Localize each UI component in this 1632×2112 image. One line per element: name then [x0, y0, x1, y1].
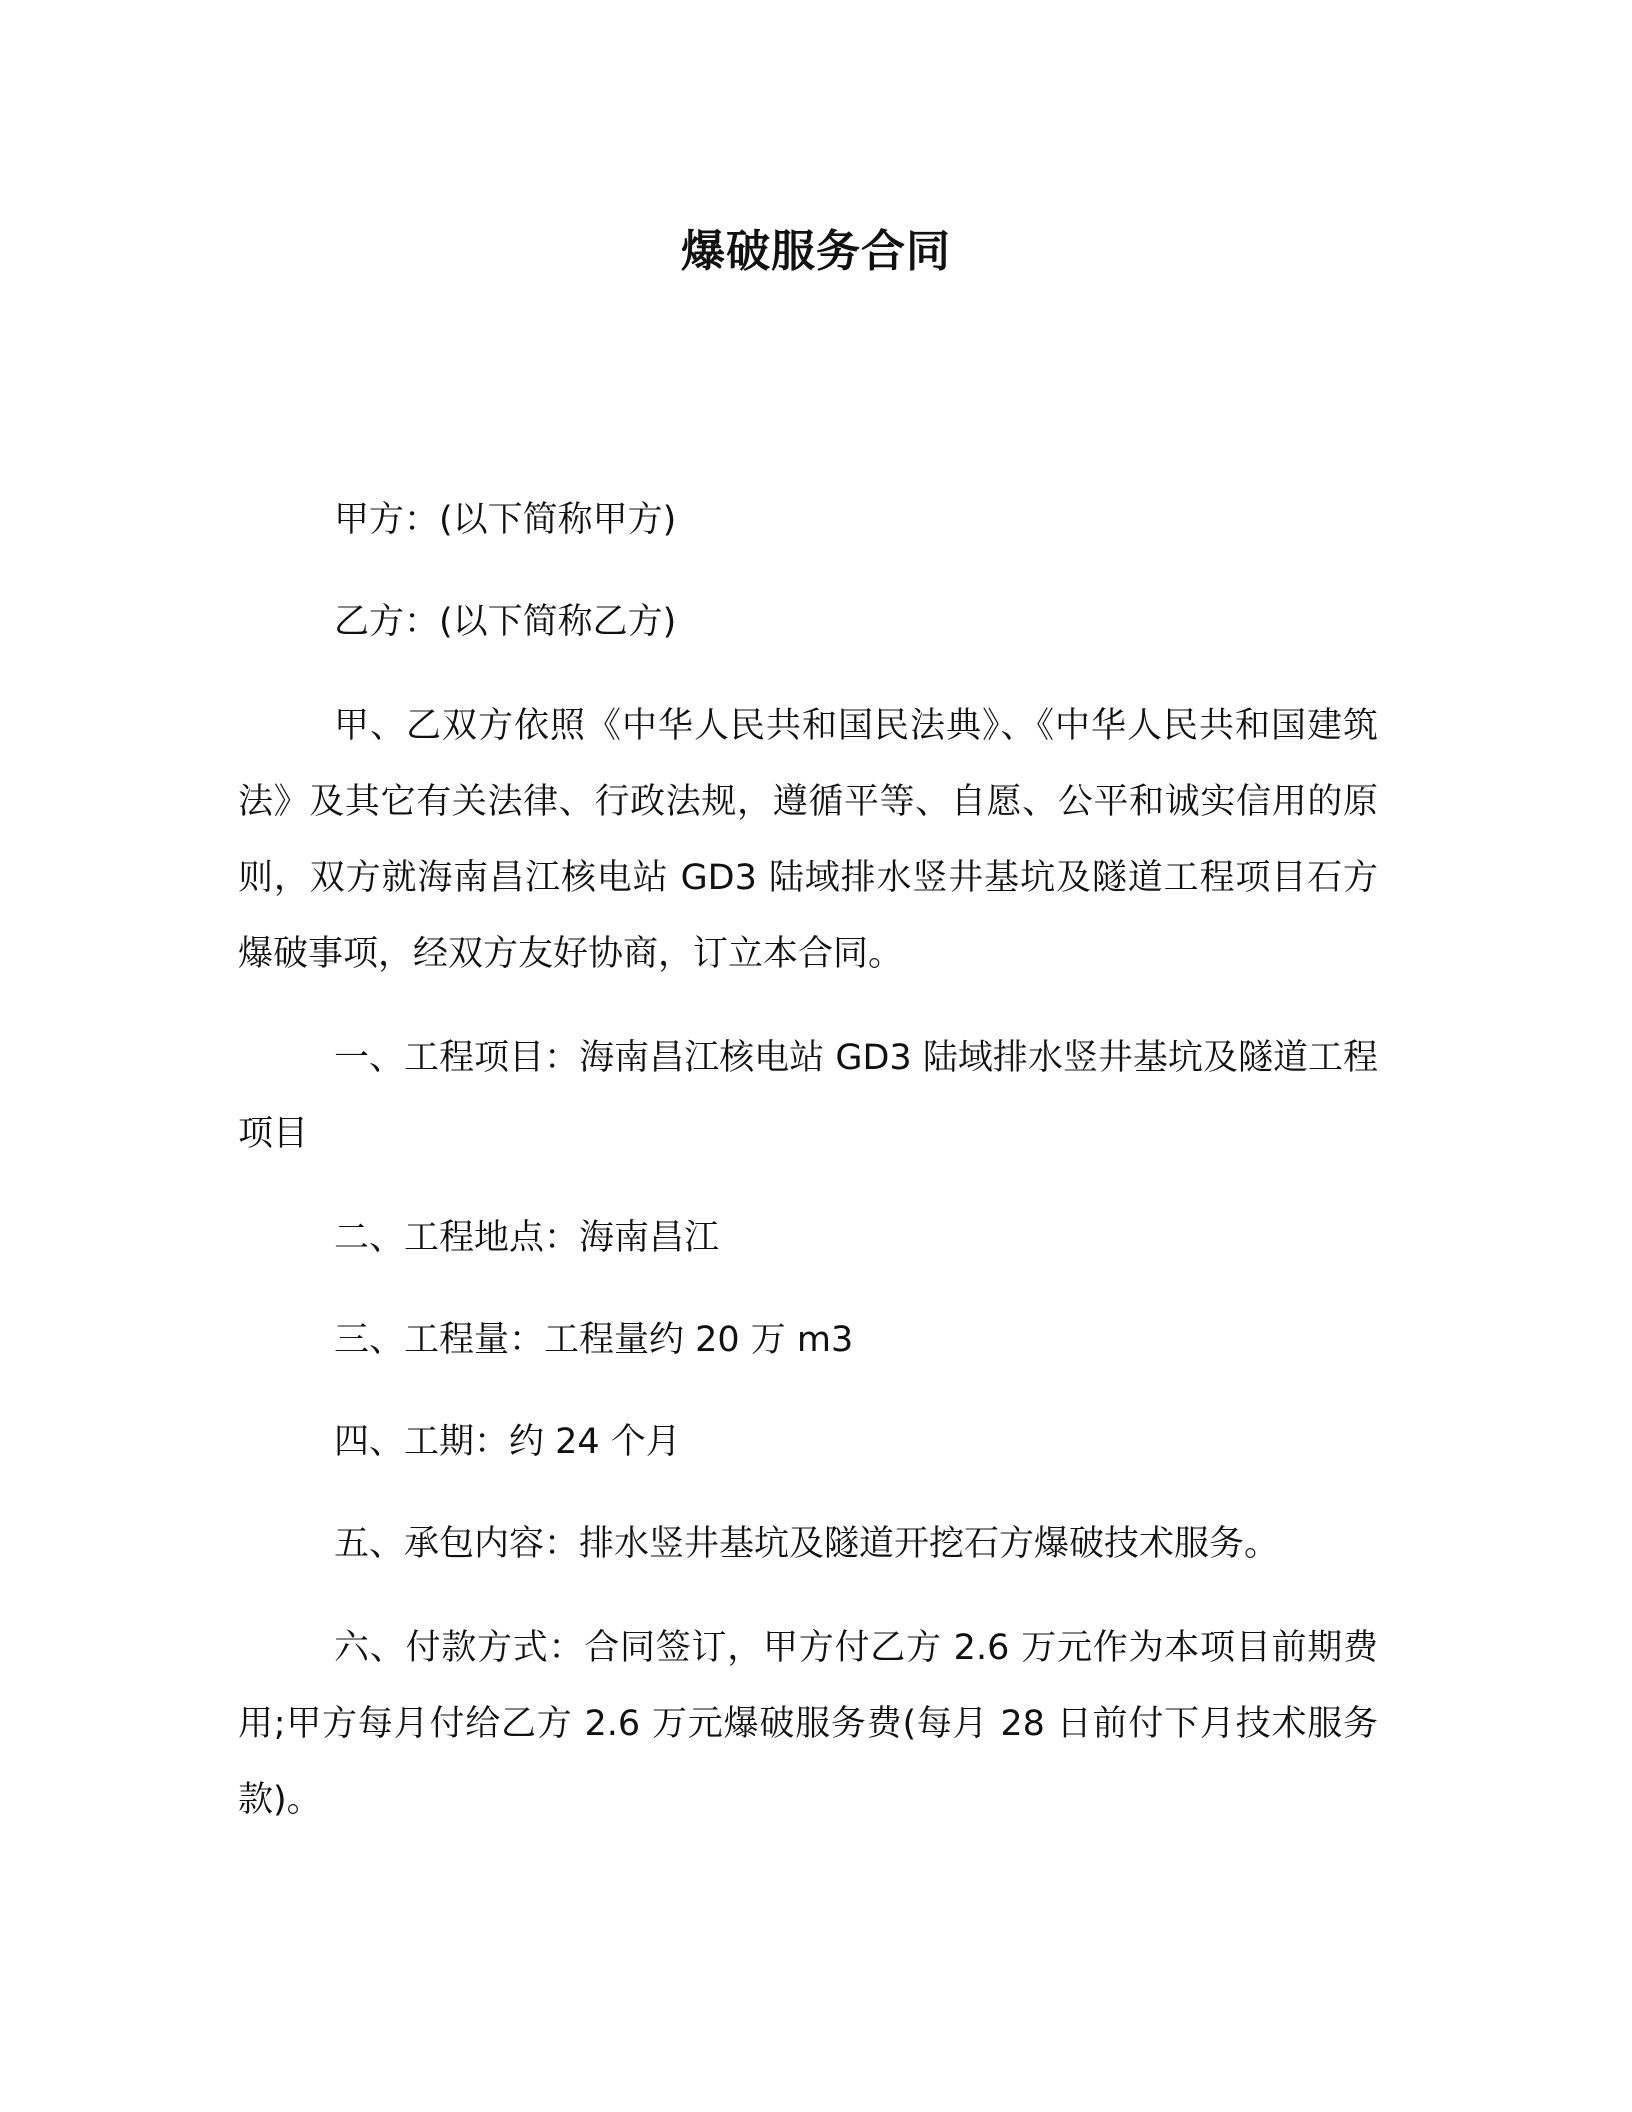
clause-location: 二、工程地点：海南昌江 [334, 1218, 720, 1258]
clause-duration: 四、工期：约 24 个月 [334, 1422, 681, 1462]
clause-quantity: 三、工程量：工程量约 20 万 m3 [334, 1320, 854, 1360]
preamble-paragraph: 甲、乙双方依照《中华人民共和国民法典》、《中华人民共和国建筑法》及其它有关法律、行政法规，遵循平等、自愿、公平和诚实信用的原则，双方就海南昌江核电站 GD3 陆域排水竖井基坑及隧道工程项目石方爆破事项，经双方友好协商，订立本合同。 [238, 706, 1378, 974]
clause-scope: 五、承包内容：排水竖井基坑及隧道开挖石方爆破技术服务。 [334, 1524, 1280, 1564]
party-b-line: 乙方：(以下简称乙方) [334, 602, 677, 642]
clause-payment: 六、付款方式：合同签订，甲方付乙方 2.6 万元作为本项目前期费用;甲方每月付给乙方 2.6 万元爆破服务费(每月 28 日前付下月技术服务款)。 [238, 1628, 1378, 1820]
document-title: 爆破服务合同 [681, 226, 951, 277]
clause-project: 一、工程项目：海南昌江核电站 GD3 陆域排水竖井基坑及隧道工程项目 [238, 1038, 1378, 1154]
party-a-line: 甲方：(以下简称甲方) [334, 500, 677, 540]
